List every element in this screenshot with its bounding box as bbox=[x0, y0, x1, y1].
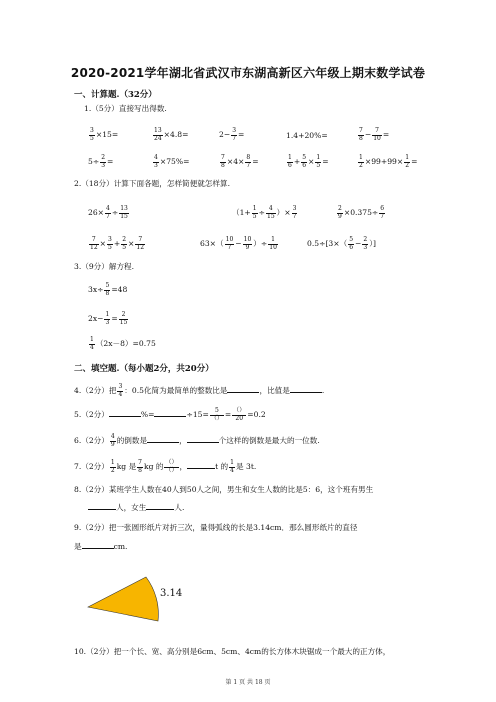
section-fill-blank-heading: 二、填空题.（每小题2分，共20分） bbox=[74, 364, 214, 374]
q3-equation-2: 2x− $\frac{1}{3}$ = $\frac{2}{15}$ bbox=[88, 311, 128, 326]
q1-item-2: $\frac{13}{24}$ ×4.8= bbox=[154, 127, 189, 142]
q4: 4.（2分）把 $\frac{3}{4}$ ：0.5化简为最简单的整数比是 ，比值是 . bbox=[74, 383, 325, 398]
q1-item-4: 1.4+20%= bbox=[286, 131, 328, 140]
q7: 7.（2分） $\frac{1}{2}$ kg 是 $\frac{7}{8}$ kg 的 （） （） ， t 的 $\frac{1}{4}$ 是 3t. bbox=[74, 459, 257, 474]
page-footer: 第 1 页 共 18 页 bbox=[225, 679, 271, 686]
q3-equation-3: $\frac{1}{4}$ （2x－8）=0.75 bbox=[90, 336, 156, 351]
q4-blank-1[interactable] bbox=[227, 384, 259, 393]
q8-line-1: 8.（2分）某班学生人数在40人到50人之间，男生和女生人数的比是5：6，这个班有男生 bbox=[74, 485, 374, 494]
q6-blank-2[interactable] bbox=[187, 434, 219, 443]
q1-item-10: $\frac{1}{2}$ ×99+99× $\frac{1}{2}$ = bbox=[359, 154, 418, 169]
exam-title: 2020-2021学年湖北省武汉市东湖高新区六年级上期末数学试卷 bbox=[70, 66, 426, 80]
q9-blank[interactable] bbox=[82, 540, 114, 549]
q9-line-1: 9.（2分）把一张圆形纸片对折三次，量得弧线的长是3.14cm．那么圆形纸片的直径 bbox=[74, 523, 358, 532]
q1-item-5: $\frac{7}{8}$ − $\frac{7}{10}$ = bbox=[359, 127, 390, 142]
q1-item-8: $\frac{7}{8}$ ×4× $\frac{8}{7}$ = bbox=[221, 154, 259, 169]
q9-line-2: 是 cm. bbox=[74, 542, 128, 551]
q6-blank-1[interactable] bbox=[147, 434, 179, 443]
q8-blank-2[interactable] bbox=[146, 501, 174, 510]
q2-item-5: 63×（ $\frac{10}{7}$ − $\frac{10}{9}$ ）÷ $\frac{1}{10}$ bbox=[200, 236, 277, 251]
q2-item-2: （1+ $\frac{1}{5}$ ÷ $\frac{4}{15}$ ）× $\frac{3}{7}$ bbox=[232, 205, 297, 220]
sector-figure bbox=[86, 571, 161, 623]
q2-item-6: 0.5÷[3×（ $\frac{5}{6}$ − $\frac{2}{3}$ ）] bbox=[307, 236, 376, 251]
q3-equation-1: 3x÷ $\frac{5}{8}$ =48 bbox=[88, 282, 128, 297]
q1-item-6: 5÷ $\frac{2}{3}$ = bbox=[88, 154, 114, 169]
q6: 6.（2分） $\frac{4}{9}$ 的倒数是 ， 个这样的倒数是最大的一位数. bbox=[74, 433, 320, 448]
q1-item-3: 2− $\frac{3}{7}$ = bbox=[219, 127, 245, 142]
q2-item-4: $\frac{7}{12}$ × $\frac{3}{5}$ + $\frac{2}{5}$ × $\frac{7}{12}$ bbox=[90, 236, 145, 251]
section-calculation-heading: 一、计算题.（32分） bbox=[74, 90, 157, 100]
q7-blank[interactable] bbox=[187, 460, 215, 469]
q2-item-1: 26× $\frac{4}{7}$ ÷ $\frac{13}{15}$ bbox=[88, 205, 128, 220]
q8-line-2: 人，女生 人. bbox=[88, 501, 184, 513]
q1-item-7: $\frac{4}{3}$ ×75%= bbox=[154, 154, 190, 169]
q8-blank-1[interactable] bbox=[88, 501, 116, 510]
q5: 5.（2分） %= ÷15= 5 （） = （） 20 =0.2 bbox=[74, 407, 266, 422]
sector-shape bbox=[88, 577, 158, 621]
q4-blank-2[interactable] bbox=[290, 384, 322, 393]
q10-line-1: 10.（2分）把一个长、宽、高分别是6cm、5cm、4cm的长方体木块锯成一个最大的正方体， bbox=[74, 647, 391, 656]
q3-label: 3.（9分）解方程. bbox=[74, 262, 135, 271]
q2-label: 2.（18分）计算下面各题，怎样简便就怎样算. bbox=[74, 179, 231, 188]
q1-item-9: $\frac{1}{6}$ + $\frac{5}{6}$ × $\frac{1}{5}$ = bbox=[288, 154, 329, 169]
q1-label: 1.（5分）直接写出得数. bbox=[84, 104, 167, 113]
q1-item-1: $\frac{3}{5}$ ×15= bbox=[90, 127, 119, 142]
q5-blank-2[interactable] bbox=[154, 408, 186, 417]
q2-item-3: $\frac{2}{9}$ ×0.375÷ $\frac{6}{7}$ bbox=[338, 205, 385, 220]
sector-arc-label: 3.14 bbox=[160, 588, 183, 599]
q5-blank-1[interactable] bbox=[109, 408, 141, 417]
